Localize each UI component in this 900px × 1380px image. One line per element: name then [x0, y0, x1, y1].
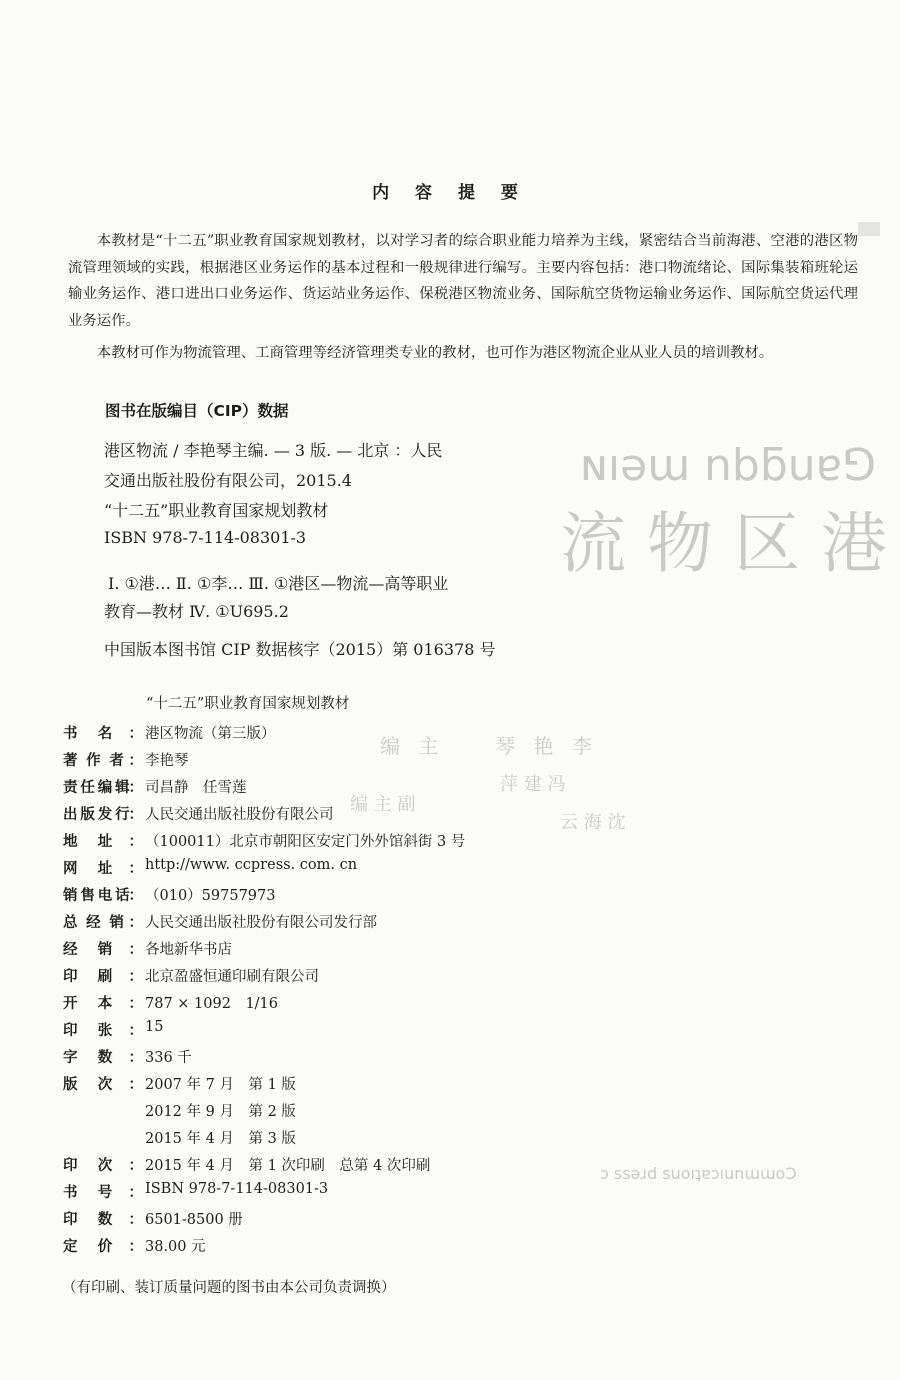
colophon-value: 2015 年 4 月 第 1 次印刷 总第 4 次印刷 — [145, 1158, 431, 1174]
colophon-label: 字 数 ： — [63, 1050, 143, 1066]
cip-title: 图书在版编目（CIP）数据 — [105, 402, 289, 420]
colophon-value: 2015 年 4 月 第 3 版 — [145, 1131, 296, 1147]
colophon-label: 印 次 ： — [63, 1158, 143, 1174]
colophon-label: 书 号 ： — [63, 1185, 143, 1201]
colophon-value: （010）59757973 — [145, 888, 276, 904]
colophon-value: 人民交通出版社股份有限公司发行部 — [145, 915, 377, 931]
colophon-value: （100011）北京市朝阳区安定门外外馆斜街 3 号 — [145, 834, 466, 850]
colophon-value: 15 — [145, 1019, 164, 1035]
colophon-value: 各地新华书店 — [145, 942, 232, 958]
colophon-label: 销 售 电 话 ： — [63, 888, 143, 904]
colophon-label: 经 销 ： — [63, 942, 143, 958]
bleed-through-text: 云 海 沈 — [560, 812, 626, 833]
summary-body — [68, 228, 858, 367]
colophon-label: 地 址 ： — [63, 834, 143, 850]
colophon-label: 责 任 编 辑 ： — [63, 780, 143, 796]
cip-line: ISBN 978-7-114-08301-3 — [104, 528, 307, 547]
footnote: （有印刷、装订质量问题的图书由本公司负责调换） — [62, 1280, 396, 1296]
bleed-through-text: ɔ ssǝɹd suoıʇɐɔıunɯɯoƆ — [600, 1164, 797, 1183]
colophon-label: 印 数 ： — [63, 1212, 143, 1228]
colophon-value: 司昌静 任雪莲 — [145, 780, 247, 796]
colophon-label: 出 版 发 行 ： — [63, 807, 143, 823]
colophon-value: 2007 年 7 月 第 1 版 — [145, 1077, 296, 1093]
colophon-label: 著 作 者 ： — [63, 753, 143, 769]
cip-line: 港区物流 / 李艳琴主编. — 3 版. — 北京 ：人民 — [104, 441, 443, 460]
colophon-value: 李艳琴 — [145, 753, 189, 769]
colophon-value: 人民交通出版社股份有限公司 — [145, 807, 334, 823]
colophon-value: 38.00 元 — [145, 1239, 206, 1255]
colophon-value: 336 千 — [145, 1050, 192, 1066]
colophon-label: 书 名 ： — [63, 726, 143, 742]
colophon-label: 版 次 ： — [63, 1077, 143, 1093]
cip-line: 中国版本图书馆 CIP 数据核字（2015）第 016378 号 — [104, 640, 496, 659]
colophon-label: 总 经 销 ： — [63, 915, 143, 931]
colophon-label: 印 张 ： — [63, 1023, 143, 1039]
cip-line: 交通出版社股份有限公司，2015.4 — [104, 471, 352, 490]
bleed-through-text: 流 物 区 港 — [560, 505, 887, 582]
series-label: “十二五”职业教育国家规划教材 — [146, 696, 350, 712]
colophon-value: 北京盈盛恒通印刷有限公司 — [145, 969, 319, 985]
cip-line: “十二五”职业教育国家规划教材 — [104, 501, 329, 520]
colophon-value: ISBN 978-7-114-08301-3 — [145, 1181, 329, 1197]
summary-paragraph: 本教材是“十二五”职业教育国家规划教材，以对学习者的综合职业能力培养为主线，紧密结合当前海港、空港的港区物流管理领域的实践，根据港区业务运作的基本过程和一般规律进行编写。主要内容包括：港口物流绪论、国际集装箱班轮运输业务运作、港口进出口业务运作、货运站业务运作、保税港区物流业务、国际航空货物运输业务运作、国际航空货运代理业务运作。 — [68, 233, 858, 329]
colophon-value: http://www. ccpress. com. cn — [145, 857, 358, 873]
colophon-value: 港区物流（第三版） — [145, 726, 276, 742]
bleed-through-text: 编 主 副 — [350, 794, 416, 815]
summary-paragraph: 本教材可作为物流管理、工商管理等经济管理类专业的教材，也可作为港区物流企业从业人员的培训教材。 — [96, 345, 774, 362]
colophon-value: 6501-8500 册 — [145, 1212, 243, 1228]
bleed-through-mark — [858, 222, 880, 236]
cip-line: 教育—教材 Ⅳ. ①U695.2 — [104, 602, 289, 621]
colophon-label: 开 本 ： — [63, 996, 143, 1012]
colophon-value: 2012 年 9 月 第 2 版 — [145, 1104, 296, 1120]
bleed-through-text: 编 主 琴 艳 李 — [380, 734, 598, 758]
cip-line: Ⅰ. ①港… Ⅱ. ①李… Ⅲ. ①港区—物流—高等职业 — [108, 574, 449, 593]
summary-title: 内 容 提 要 — [372, 183, 528, 203]
colophon-label: 定 价 ： — [63, 1239, 143, 1255]
colophon-value: 787 × 1092 1/16 — [145, 996, 279, 1012]
colophon-label: 印 刷 ： — [63, 969, 143, 985]
colophon-label: 网 址 ： — [63, 861, 143, 877]
bleed-through-text: 萍 建 冯 — [500, 774, 566, 795]
bleed-through-text: ɴıǝɯ nbƃuɐ⅁ — [580, 440, 877, 491]
